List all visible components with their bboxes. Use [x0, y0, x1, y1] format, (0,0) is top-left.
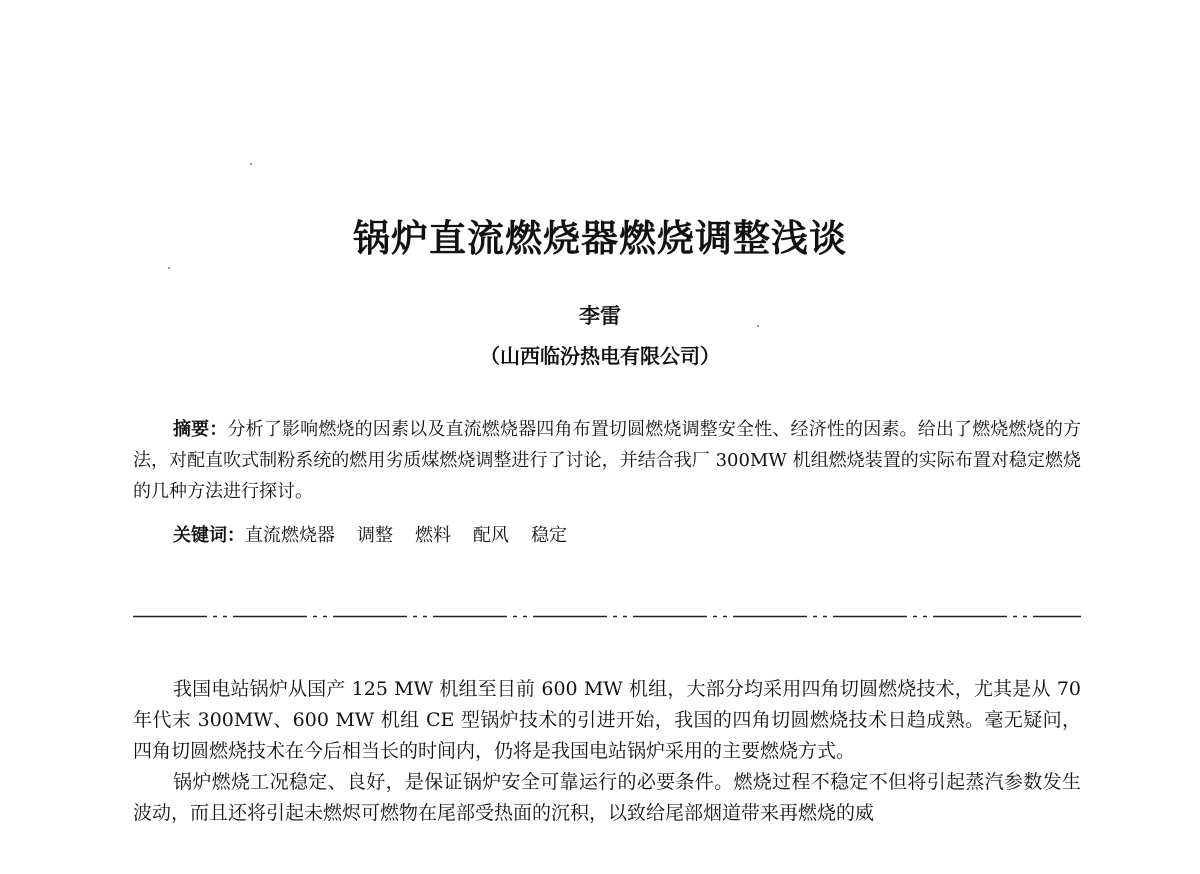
- body-paragraph: 锅炉燃烧工况稳定、良好，是保证锅炉安全可靠运行的必要条件。燃烧过程不稳定不但将引起蒸汽参数发生波动，而且还将引起未燃烬可燃物在尾部受热面的沉积，以致给尾部烟道带来再燃烧的威: [133, 771, 1081, 824]
- keyword: 直流燃烧器: [245, 525, 335, 546]
- body-text: [133, 674, 1081, 829]
- body-paragraph: 我国电站锅炉从国产 125 MW 机组至目前 600 MW 机组，大部分均采用四角切圆燃烧技术，尤其是从 70 年代末 300MW、600 MW 机组 CE 型锅炉技术的引进开始，我国的四角切圆燃烧技术日趋成熟。毫无疑问，四角切圆燃烧技术在今后相当长的时间内，仍将是我国电站锅炉采用的主要燃烧方式。: [133, 678, 1081, 762]
- section-divider: [133, 615, 1081, 618]
- keyword: 燃料: [415, 525, 451, 546]
- keyword: 稳定: [531, 525, 567, 546]
- abstract-text: 分析了影响燃烧的因素以及直流燃烧器四角布置切圆燃烧调整安全性、经济性的因素。给出了燃烧燃烧的方法，对配直吹式制粉系统的燃用劣质煤燃烧调整进行了讨论，并结合我厂 300MW 机组燃烧装置的实际布置对稳定燃烧的几种方法进行探讨。: [133, 419, 1082, 502]
- author-name: 李雷: [579, 304, 621, 328]
- keywords: [173, 522, 1081, 550]
- keywords-label: 关键词：: [173, 525, 245, 546]
- abstract: [133, 414, 1081, 507]
- scan-speck: [250, 163, 252, 165]
- scan-speck: [168, 267, 170, 269]
- author-affiliation: （山西临汾热电有限公司）: [480, 344, 720, 368]
- keyword: 调整: [357, 525, 393, 546]
- keyword: 配风: [473, 525, 509, 546]
- abstract-label: 摘要：: [173, 419, 228, 440]
- paper-title: 锅炉直流燃烧器燃烧调整浅谈: [353, 217, 847, 260]
